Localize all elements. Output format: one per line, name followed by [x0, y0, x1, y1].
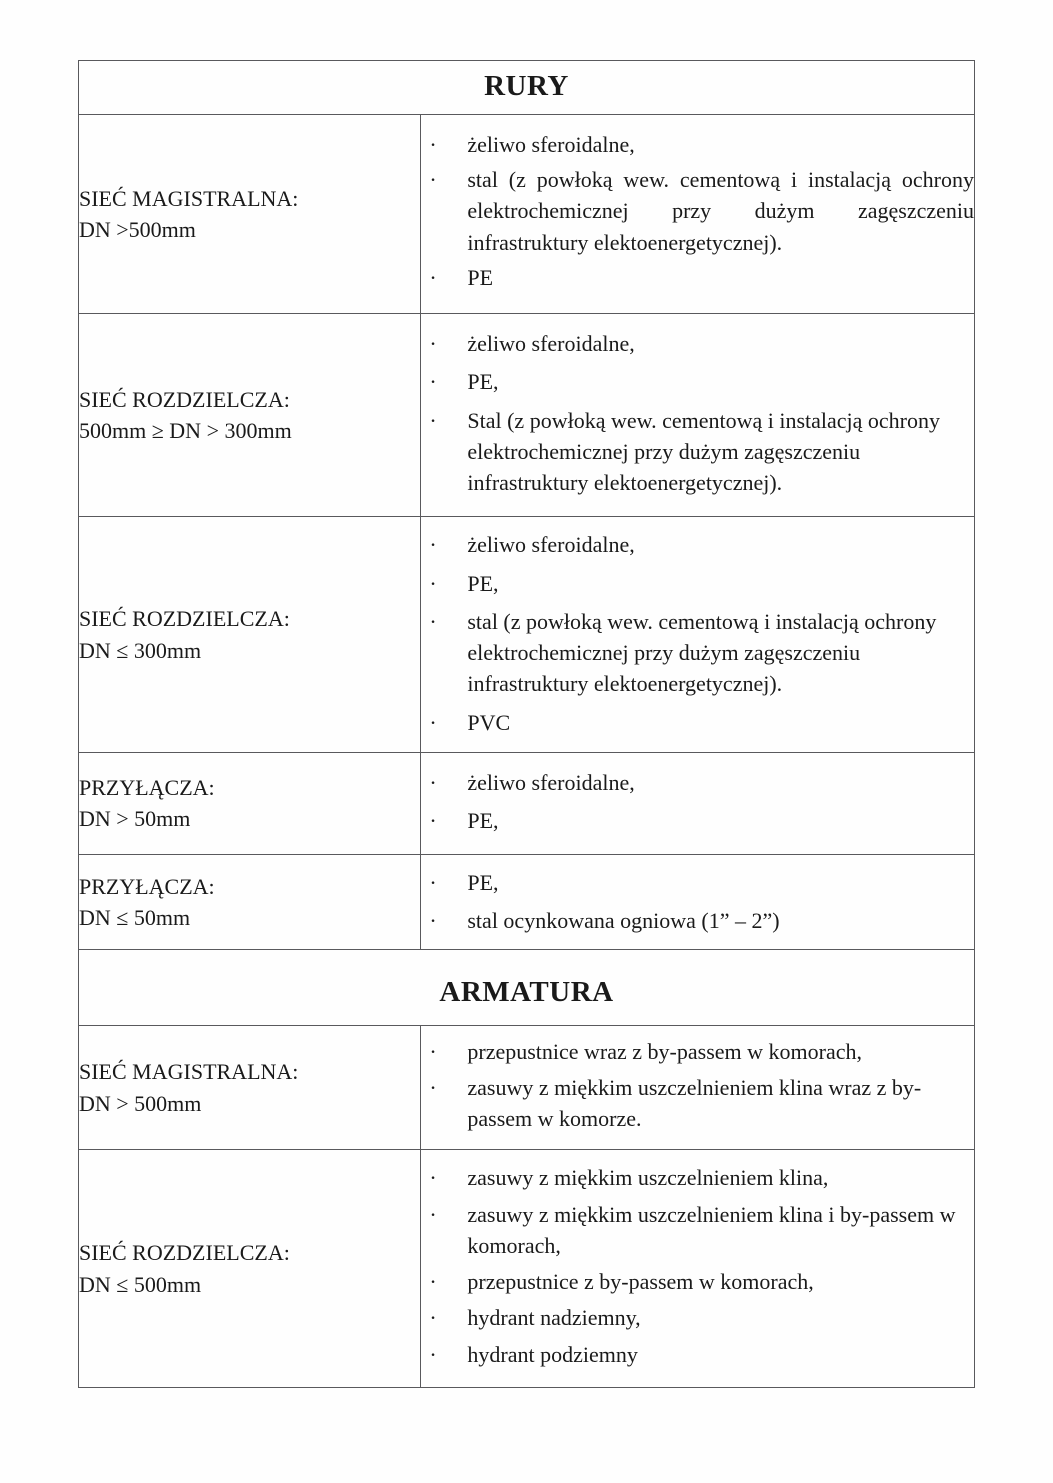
- bullet-list: [421, 867, 974, 936]
- row-label-range: DN ≤ 500mm: [79, 1271, 202, 1297]
- list-item-text: przepustnice wraz z by-passem w komorach,: [467, 1038, 862, 1064]
- table-row: [79, 855, 975, 949]
- list-item: [421, 707, 974, 738]
- list-item-text: zasuwy z miękkim uszczelnieniem klina i by-passem w komorach,: [467, 1201, 956, 1258]
- list-item: [421, 867, 974, 898]
- list-item-text: PE,: [467, 870, 499, 896]
- list-item-text: stal (z powłoką wew. cementową i instalacją ochrony elektrochemicznej przy dużym zagęszczeniu infrastruktury elektoenergetycznej).: [467, 167, 974, 255]
- list-item-text: żeliwo sferoidalne,: [467, 769, 635, 795]
- list-item-text: hydrant podziemny: [467, 1341, 638, 1367]
- list-item: [421, 262, 974, 293]
- list-item-text: zasuwy z miękkim uszczelnieniem klina,: [467, 1165, 829, 1191]
- bullet-dot-icon: ·: [429, 608, 437, 634]
- row-label-cell: [79, 855, 421, 949]
- bullet-list: [421, 529, 974, 737]
- bullet-dot-icon: ·: [429, 369, 437, 395]
- bullet-dot-icon: ·: [429, 132, 437, 157]
- bullet-dot-icon: ·: [429, 1201, 437, 1227]
- list-item: [421, 905, 974, 936]
- list-item: [421, 405, 974, 499]
- bullet-list: [421, 129, 974, 293]
- section-header-row-rury: [79, 61, 975, 115]
- materials-specification-table: [78, 60, 975, 1388]
- row-label-cell: [79, 1025, 421, 1150]
- row-label-main: SIEĆ MAGISTRALNA:: [79, 185, 299, 211]
- bullet-list: [421, 1162, 974, 1369]
- row-label-cell: [79, 1150, 421, 1387]
- bullet-dot-icon: ·: [429, 1269, 437, 1295]
- list-item-text: przepustnice z by-passem w komorach,: [467, 1269, 814, 1295]
- list-item-text: hydrant nadziemny,: [467, 1305, 641, 1331]
- bullet-dot-icon: ·: [429, 1038, 437, 1064]
- list-item: [421, 1199, 974, 1261]
- row-label-cell: [79, 517, 421, 752]
- bullet-dot-icon: ·: [429, 908, 437, 934]
- list-item: [421, 1036, 974, 1067]
- row-label-cell: [79, 314, 421, 517]
- bullet-dot-icon: ·: [429, 1305, 437, 1331]
- bullet-list: [421, 328, 974, 498]
- list-item-text: żeliwo sferoidalne,: [467, 331, 635, 357]
- list-item: [421, 1339, 974, 1370]
- bullet-dot-icon: ·: [429, 570, 437, 596]
- list-item: [421, 1266, 974, 1297]
- list-item: [421, 1302, 974, 1333]
- table-row: [79, 1025, 975, 1150]
- row-label-main: SIEĆ ROZDZIELCZA:: [79, 387, 290, 413]
- row-label-cell: [79, 752, 421, 854]
- bullet-dot-icon: ·: [429, 331, 437, 357]
- bullet-list: [421, 1036, 974, 1135]
- list-item: [421, 164, 974, 258]
- row-content-cell: [421, 1150, 975, 1387]
- list-item-text: PE: [467, 264, 494, 290]
- list-item-text: żeliwo sferoidalne,: [467, 532, 635, 558]
- list-item-text: żeliwo sferoidalne,: [467, 132, 635, 157]
- row-label-main: SIEĆ MAGISTRALNA:: [79, 1059, 299, 1085]
- list-item: [421, 805, 974, 836]
- list-item-text: PE,: [467, 807, 499, 833]
- bullet-dot-icon: ·: [429, 769, 437, 795]
- list-item-text: zasuwy z miękkim uszczelnieniem klina wraz z by-passem w komorze.: [467, 1074, 922, 1132]
- list-item-text: stal (z powłoką wew. cementową i instalacją ochrony elektrochemicznej przy dużym zagęszczeniu infrastruktury elektoenergetycznej).: [467, 608, 937, 697]
- row-label-range: 500mm ≥ DN > 300mm: [79, 418, 292, 444]
- bullet-dot-icon: ·: [429, 1165, 437, 1191]
- list-item-text: PVC: [467, 709, 511, 735]
- list-item: [421, 529, 974, 560]
- bullet-dot-icon: ·: [429, 264, 437, 290]
- bullet-dot-icon: ·: [429, 407, 437, 433]
- list-item: [421, 1162, 974, 1193]
- bullet-dot-icon: ·: [429, 870, 437, 896]
- table-row: [79, 314, 975, 517]
- table-body: [79, 61, 975, 1388]
- row-content-cell: [421, 517, 975, 752]
- bullet-dot-icon: ·: [429, 1074, 437, 1100]
- table-row: [79, 115, 975, 314]
- bullet-dot-icon: ·: [429, 807, 437, 833]
- row-label-main: PRZYŁĄCZA:: [79, 873, 215, 899]
- row-label-main: PRZYŁĄCZA:: [79, 775, 215, 801]
- section-header-row-armatura: [79, 949, 975, 1025]
- bullet-dot-icon: ·: [429, 532, 437, 558]
- bullet-dot-icon: ·: [429, 167, 437, 193]
- row-label-range: DN >500mm: [79, 217, 196, 243]
- list-item: [421, 606, 974, 700]
- bullet-list: [421, 767, 974, 836]
- section-title-armatura: ARMATURA: [79, 949, 975, 1025]
- list-item-text: Stal (z powłoką wew. cementową i instalacją ochrony elektrochemicznej przy dużym zagęszczeniu infrastruktury elektoenergetycznej).: [467, 407, 941, 496]
- list-item: [421, 568, 974, 599]
- list-item: [421, 129, 974, 160]
- list-item-text: PE,: [467, 369, 499, 395]
- bullet-dot-icon: ·: [429, 709, 437, 735]
- row-label-main: SIEĆ ROZDZIELCZA:: [79, 606, 290, 632]
- row-content-cell: [421, 752, 975, 854]
- list-item: [421, 366, 974, 397]
- list-item-text: PE,: [467, 570, 499, 596]
- list-item: [421, 767, 974, 798]
- list-item: [421, 328, 974, 359]
- list-item: [421, 1072, 974, 1134]
- table-row: [79, 517, 975, 752]
- row-label-range: DN ≤ 300mm: [79, 637, 202, 663]
- row-label-main: SIEĆ ROZDZIELCZA:: [79, 1240, 290, 1266]
- list-item-text: stal ocynkowana ogniowa (1” – 2”): [467, 908, 780, 934]
- row-content-cell: [421, 314, 975, 517]
- row-content-cell: [421, 115, 975, 314]
- table-row: [79, 752, 975, 854]
- row-content-cell: [421, 855, 975, 949]
- row-label-range: DN > 50mm: [79, 806, 191, 832]
- row-label-cell: [79, 115, 421, 314]
- row-label-range: DN ≤ 50mm: [79, 904, 191, 930]
- bullet-dot-icon: ·: [429, 1341, 437, 1367]
- table-row: [79, 1150, 975, 1387]
- row-label-range: DN > 500mm: [79, 1090, 202, 1116]
- section-title-rury: RURY: [79, 61, 975, 115]
- row-content-cell: [421, 1025, 975, 1150]
